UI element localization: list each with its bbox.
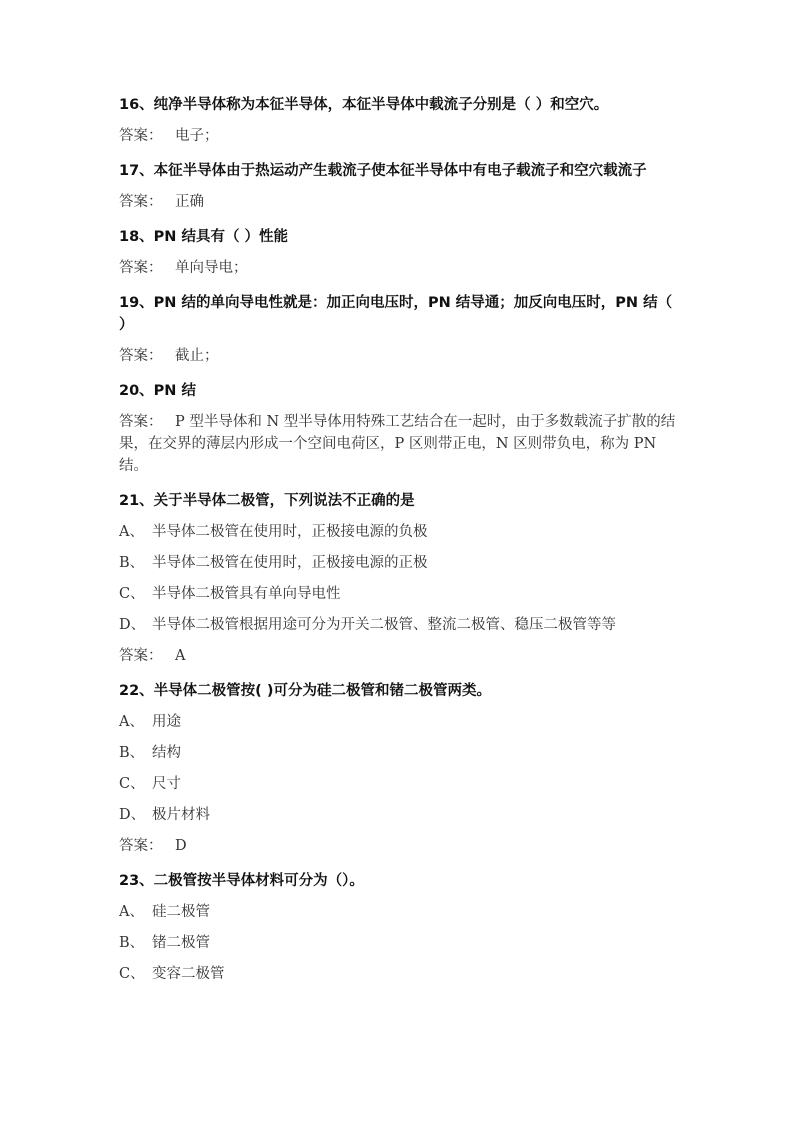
option-letter: B、 — [119, 745, 145, 761]
answer-label: 答案： — [119, 414, 163, 430]
question-19-text: 19、PN 结的单向导电性就是：加正向电压时，PN 结导通；加反向电压时，PN 结（ ） — [119, 295, 673, 333]
answer-label: 答案： — [119, 128, 163, 144]
option-22-a — [119, 711, 679, 733]
answer-20-text: P 型半导体和 N 型半导体用特殊工艺结合在一起时，由于多数载流子扩散的结果，在交界的薄层内形成一个空间电荷区，P 区则带正电，N 区则带负电，称为 PN 结。 — [119, 414, 676, 474]
option-letter: A、 — [119, 714, 144, 730]
option-letter: B、 — [119, 555, 145, 571]
option-21-d — [119, 614, 679, 636]
option-22-c — [119, 773, 679, 795]
option-text: 半导体二极管在使用时，正极接电源的负极 — [152, 524, 428, 540]
answer-17 — [119, 191, 679, 213]
answer-21-text: A — [175, 648, 186, 664]
option-text: 半导体二极管具有单向导电性 — [152, 586, 341, 602]
question-21-text: 21、关于半导体二极管，下列说法不正确的是 — [119, 493, 415, 509]
option-23-b — [119, 932, 679, 954]
option-text: 半导体二极管在使用时，正极接电源的正极 — [152, 555, 428, 571]
option-text: 用途 — [152, 714, 181, 730]
question-list — [119, 94, 679, 985]
answer-label: 答案： — [119, 348, 163, 364]
answer-17-text: 正确 — [175, 194, 204, 210]
option-text: 极片材料 — [152, 807, 210, 823]
answer-22-text: D — [175, 838, 187, 854]
answer-21 — [119, 645, 679, 667]
option-letter: A、 — [119, 904, 144, 920]
answer-16 — [119, 125, 679, 147]
option-text: 变容二极管 — [152, 966, 225, 982]
option-letter: C、 — [119, 586, 145, 602]
answer-18 — [119, 257, 679, 279]
option-text: 结构 — [152, 745, 181, 761]
question-17-text: 17、本征半导体由于热运动产生载流子使本征半导体中有电子载流子和空穴载流子 — [119, 163, 647, 179]
answer-18-text: 单向导电； — [175, 260, 248, 276]
question-20-text: 20、PN 结 — [119, 383, 196, 399]
answer-label: 答案： — [119, 838, 163, 854]
option-22-d — [119, 804, 679, 826]
option-text: 硅二极管 — [152, 904, 210, 920]
answer-22 — [119, 835, 679, 857]
option-22-b — [119, 742, 679, 764]
answer-label: 答案： — [119, 260, 163, 276]
option-21-a — [119, 521, 679, 543]
option-23-a — [119, 901, 679, 923]
question-23-text: 23、二极管按半导体材料可分为（）。 — [119, 873, 364, 889]
option-letter: C、 — [119, 776, 145, 792]
question-22-text: 22、半导体二极管按( )可分为硅二极管和锗二极管两类。 — [119, 683, 491, 699]
question-16-text: 16、纯净半导体称为本征半导体，本征半导体中载流子分别是（ ）和空穴。 — [119, 97, 609, 113]
answer-19-text: 截止； — [175, 348, 219, 364]
option-text: 半导体二极管根据用途可分为开关二极管、整流二极管、稳压二极管等等 — [152, 617, 616, 633]
option-21-b — [119, 552, 679, 574]
answer-16-text: 电子； — [175, 128, 219, 144]
option-21-c — [119, 583, 679, 605]
option-23-c — [119, 963, 679, 985]
answer-20 — [119, 411, 679, 477]
option-letter: C、 — [119, 966, 145, 982]
option-text: 尺寸 — [152, 776, 181, 792]
answer-19 — [119, 345, 679, 367]
option-text: 锗二极管 — [152, 935, 210, 951]
option-letter: D、 — [119, 617, 146, 633]
question-18-text: 18、PN 结具有（ ）性能 — [119, 229, 289, 245]
answer-label: 答案： — [119, 194, 163, 210]
option-letter: A、 — [119, 524, 144, 540]
option-letter: B、 — [119, 935, 145, 951]
option-letter: D、 — [119, 807, 146, 823]
answer-label: 答案： — [119, 648, 163, 664]
